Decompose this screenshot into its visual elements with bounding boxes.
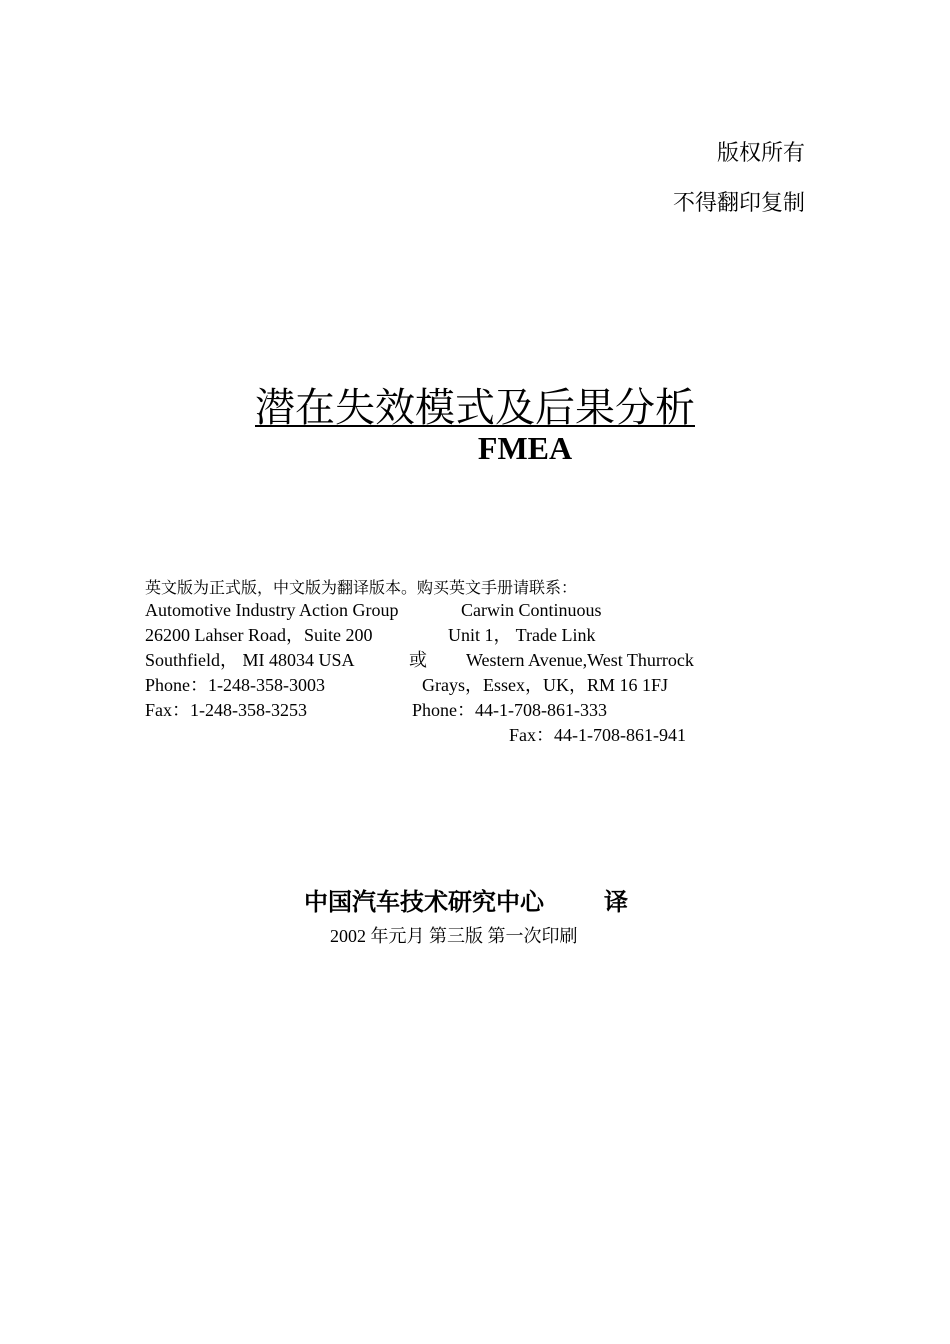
copyright-notice: 版权所有: [716, 140, 805, 165]
address-line: Southfield， MI 48034 USA: [145, 650, 355, 670]
address-line: 26200 Lahser Road，Suite 200: [145, 625, 373, 645]
address-line: Automotive Industry Action Group: [145, 600, 399, 620]
or-separator: 或: [409, 650, 427, 670]
translator-credit: [304, 882, 628, 917]
address-line: Fax：1-248-358-3253: [145, 700, 307, 720]
translator-org: 中国汽车技术研究中心: [304, 888, 544, 916]
left-address-block: [145, 598, 398, 723]
right-address-line: Phone：44-1-708-861-333: [412, 700, 607, 720]
edition-info: 2002 年元月 第三版 第一次印刷: [330, 926, 578, 946]
right-address-line: Western Avenue,West Thurrock: [466, 650, 694, 670]
right-address-line: Unit 1， Trade Link: [448, 625, 596, 645]
document-title: 潜在失效模式及后果分析: [255, 385, 695, 430]
translator-role: 译: [604, 888, 628, 916]
address-line: Phone：1-248-358-3003: [145, 675, 325, 695]
document-subtitle: FMEA: [477, 430, 573, 466]
right-address-line: Fax：44-1-708-861-941: [509, 725, 686, 745]
right-address-line: Carwin Continuous: [461, 600, 602, 620]
no-reproduction-notice: 不得翻印复制: [672, 190, 805, 215]
purchase-note: 英文版为正式版，中文版为翻译版本。购买英文手册请联系：: [145, 580, 578, 597]
right-address-line: Grays，Essex，UK，RM 16 1FJ: [422, 675, 669, 695]
